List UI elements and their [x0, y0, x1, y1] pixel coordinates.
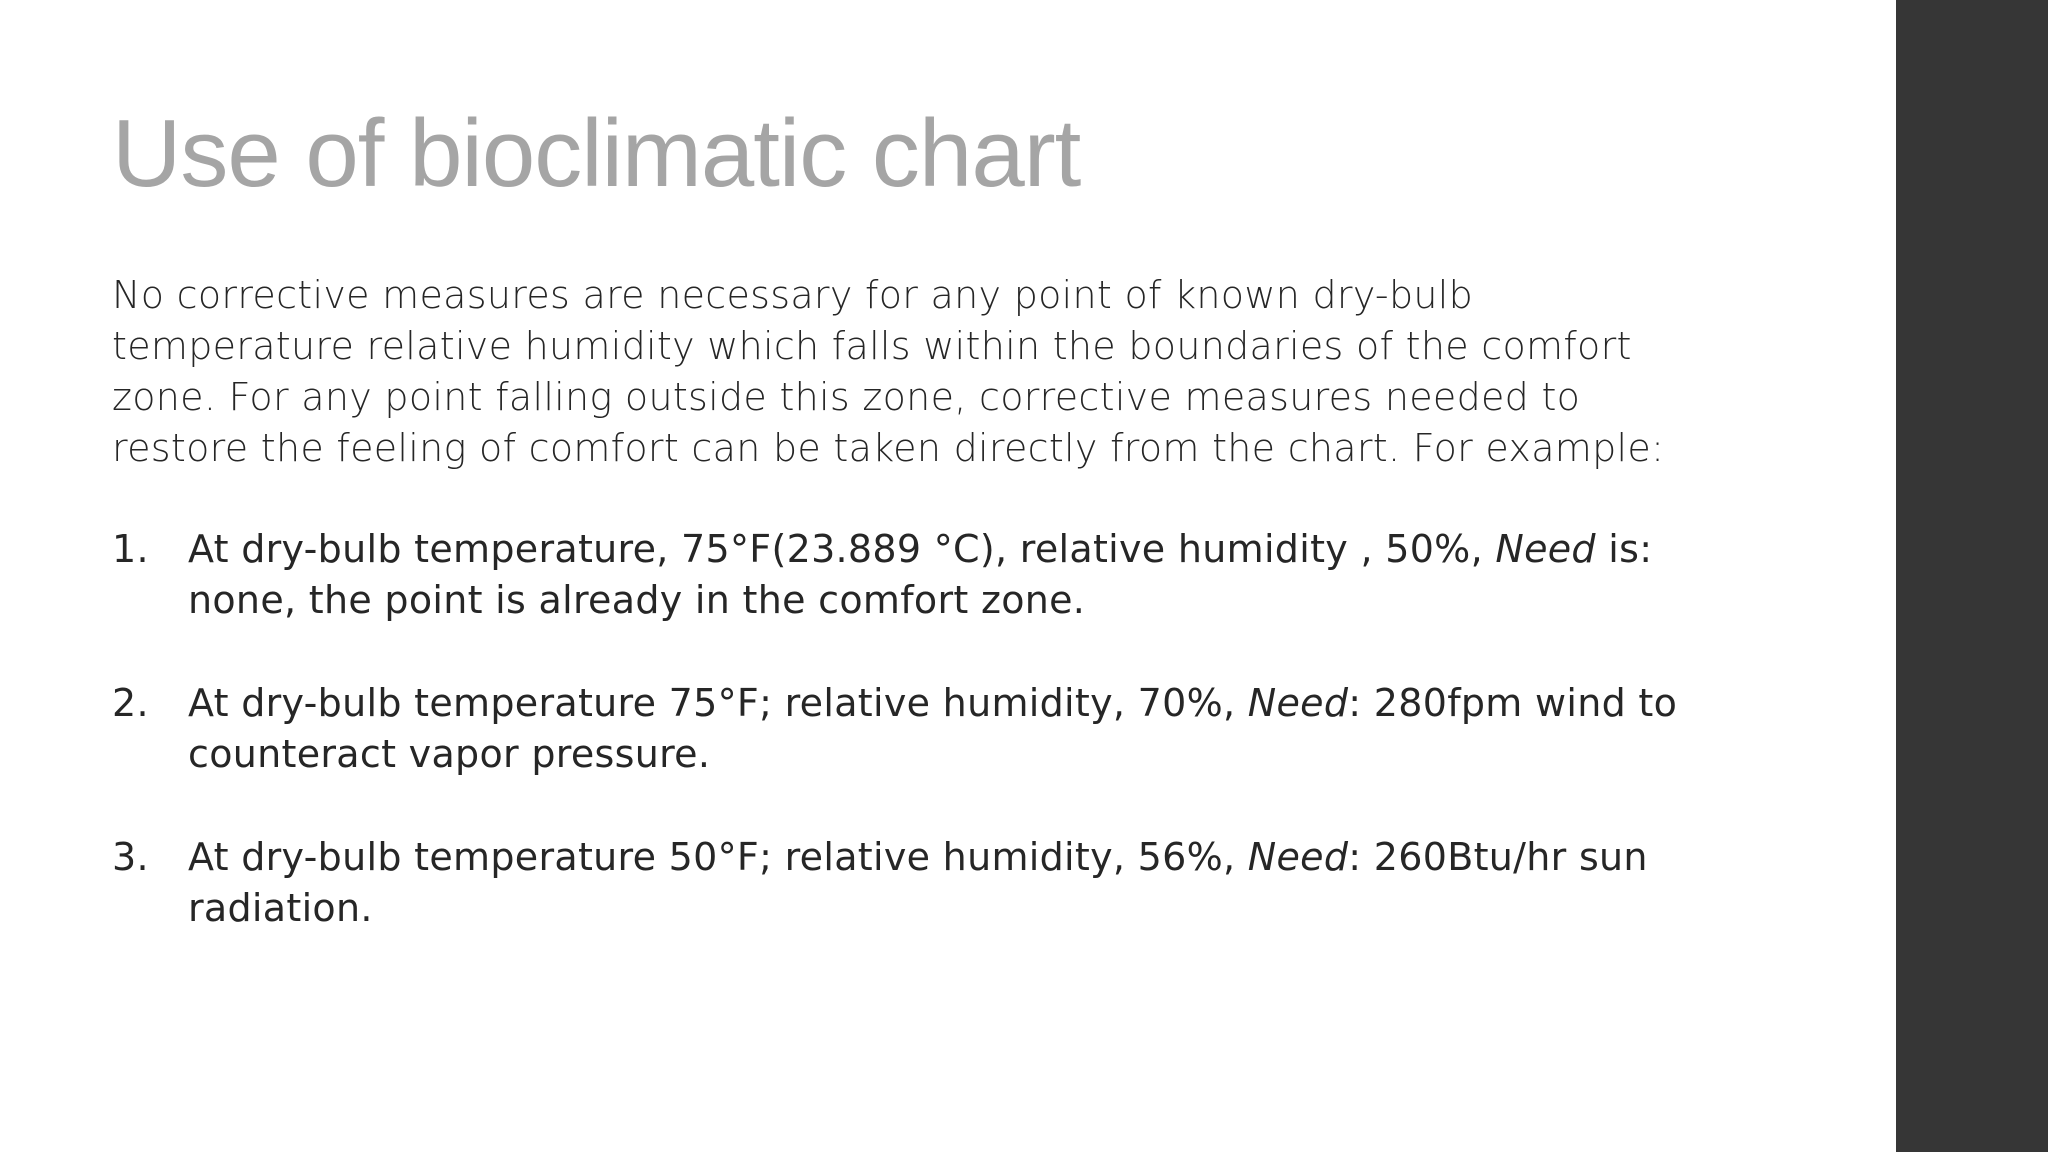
list-item-number: 2. [112, 681, 149, 725]
intro-paragraph: No corrective measures are necessary for any point of known dry-bulb temperature relative humidity which falls within the boundaries of the comfort zone. For any point falling outside this zone, corrective measures needed to restore the feeling of comfort can be taken directly from the chart. For example: [112, 273, 1665, 470]
list-item-text-tail: : 280fpm wind to counteract vapor pressure. [188, 681, 1678, 776]
list-item [112, 832, 1732, 934]
list-item-text-tail: : 260Btu/hr sun radiation. [188, 835, 1648, 930]
slide-title: Use of bioclimatic chart [112, 100, 1081, 207]
list-item-text: At dry-bulb temperature 75°F; relative humidity, 70%, [188, 681, 1248, 725]
list-item-number: 3. [112, 835, 149, 879]
need-label: Need [1247, 835, 1349, 879]
list-item [112, 678, 1732, 780]
list-item-text-tail: is: none, the point is already in the comfort zone. [188, 527, 1653, 622]
list-item [112, 524, 1732, 626]
side-bar [1896, 0, 2048, 1152]
list-item-text: At dry-bulb temperature 50°F; relative humidity, 56%, [188, 835, 1248, 879]
list-item-text: At dry-bulb temperature, 75°F(23.889 °C), relative humidity , 50%, [188, 527, 1496, 571]
list-item-number: 1. [112, 527, 149, 571]
need-label: Need [1495, 527, 1596, 571]
need-label: Need [1247, 681, 1349, 725]
examples-list [112, 524, 1732, 986]
